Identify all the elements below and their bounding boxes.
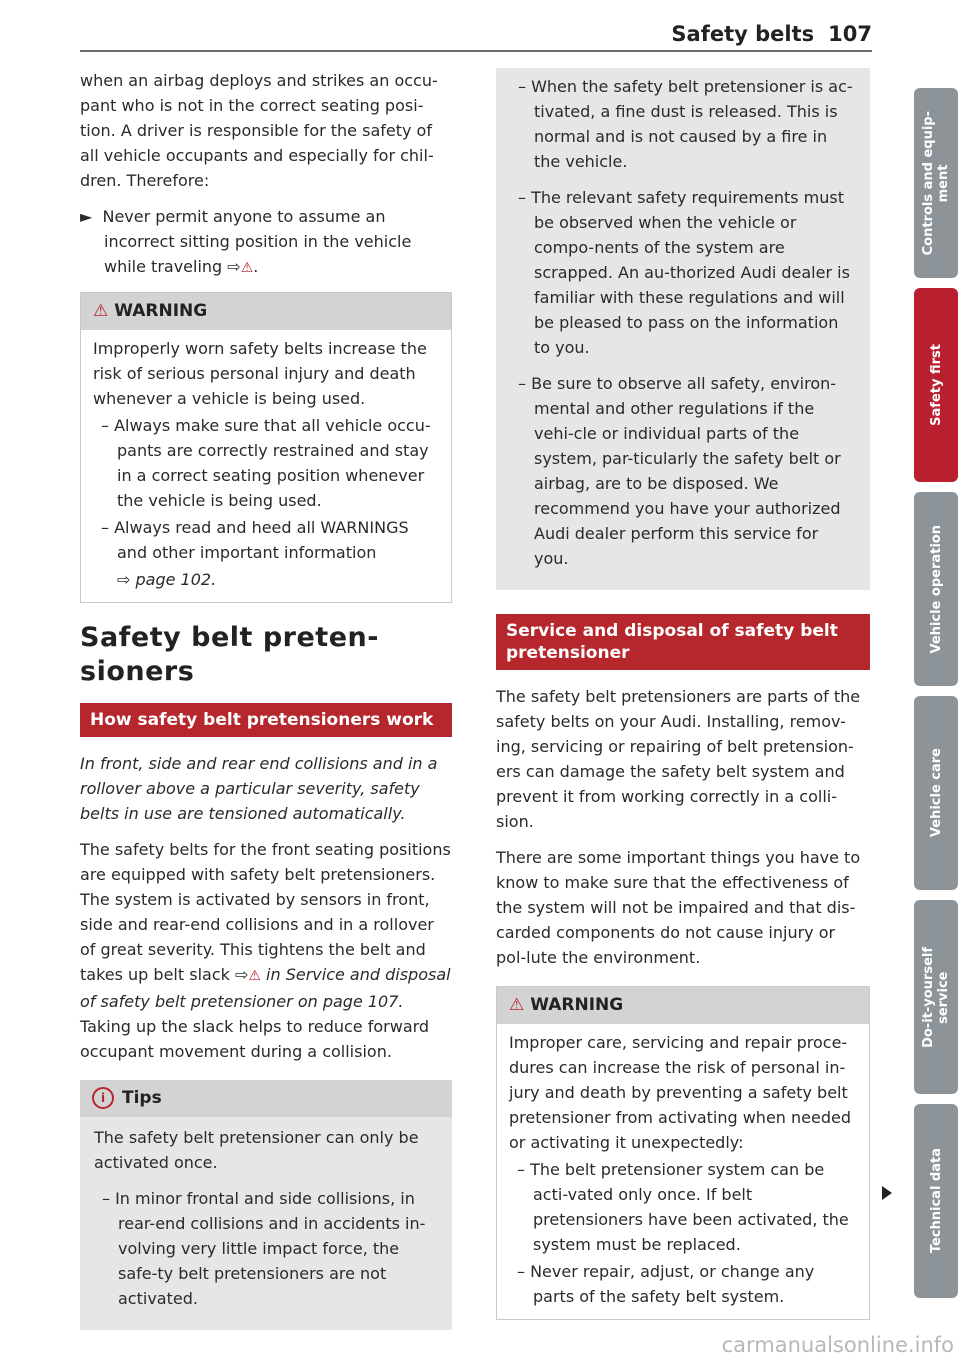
warning-body: [497, 1024, 869, 1319]
tab-technical-data[interactable]: [914, 1104, 958, 1298]
section-heading: Safety belt preten-sioners: [80, 622, 379, 687]
tab-label: Vehicle care: [928, 748, 944, 838]
warning-body: [81, 330, 451, 602]
tab-vehicle-care[interactable]: [914, 696, 958, 890]
tips-body: [80, 1117, 452, 1330]
tab-controls-and-equipment[interactable]: [914, 88, 958, 278]
tab-label: Controls and equip- ment: [921, 110, 951, 256]
warning-text: Improper care, servicing and repair proce-dures can increase the risk of personal in-jury and death by preventing a safety belt pretensioner from activating when needed or activating it unexpectedly:: [509, 1033, 851, 1152]
right-column: [496, 68, 870, 1338]
subsection-heading: How safety belt pretensioners work: [80, 703, 452, 737]
tips-title: Tips: [122, 1088, 162, 1108]
tab-label: Safety first: [928, 344, 944, 426]
tips-box: [80, 1080, 452, 1330]
header-rule: [80, 50, 872, 52]
warning-item: – Never repair, adjust, or change any parts of the safety belt system.: [517, 1262, 815, 1306]
header-section-title: Safety belts: [671, 22, 815, 46]
warning-item: – The belt pretensioner system can be acti-vated only once. If belt pretensioners have been activated, the system must be replaced.: [517, 1160, 849, 1254]
warning-box-1: [80, 292, 452, 603]
left-column: [80, 68, 452, 1348]
warning-header: [81, 293, 451, 330]
page-header: [671, 22, 872, 46]
tab-label: Technical data: [928, 1148, 944, 1254]
watermark: carmanualsonline.info: [721, 1333, 954, 1357]
warning-triangle-icon: ⚠: [93, 301, 109, 321]
continue-arrow-icon: [882, 1186, 892, 1200]
instruction-bullet: ► Never permit anyone to assume an incorrect sitting position in the vehicle while traveling ⇨⚠.: [80, 207, 412, 276]
tips-header: [80, 1080, 452, 1117]
bullet-marker: ►: [80, 207, 93, 226]
body-paragraph: There are some important things you have to know to make sure that the effectiveness of the system will not be impaired and that dis-carded components do not cause injury or pol-lute the environment.: [496, 848, 861, 967]
warning-item: – Always make sure that all vehicle occu-pants are correctly restrained and stay in a correct seating position whenever the vehicle is being used.: [101, 416, 431, 510]
info-icon: i: [92, 1087, 114, 1109]
warning-triangle-icon: ⚠: [509, 995, 525, 1015]
warning-triangle-icon: ⚠: [248, 968, 261, 984]
warning-triangle-icon: ⚠: [240, 260, 254, 276]
body-text: The safety belts for the front seating positions are equipped with safety belt pretensioners. The system is activated by sensors in front, side and rear-end collisions and in a rollover of great severity. This tightens the belt and takes up belt slack ⇨: [80, 840, 451, 984]
page-number: 107: [828, 22, 872, 46]
tab-do-it-yourself-service[interactable]: [914, 900, 958, 1094]
body-paragraph: [80, 837, 452, 1064]
continued-item: – When the safety belt pretensioner is ac-tivated, a fine dust is released. This is normal and is not caused by a fire in the vehicle.: [518, 77, 853, 171]
warning-title: WARNING: [114, 301, 208, 321]
continued-item: – The relevant safety requirements must be observed when the vehicle or compo-nents of the system are scrapped. An au-thorized Audi dealer is familiar with these regulations and will be pleased to pass on the information to you.: [518, 188, 850, 357]
tips-item: – In minor frontal and side collisions, in rear-end collisions and in accidents in-volving very little impact force, the safe-ty belt pretensioners are not activated.: [102, 1189, 426, 1308]
tab-label: Do-it-yourself service: [921, 946, 951, 1048]
warning-box-2: [496, 986, 870, 1320]
body-paragraph: The safety belt pretensioners are parts of the safety belts on your Audi. Installing, remov-ing, servicing or repairing of belt pretension-ers can damage the safety belt system and prevent it from working correctly in a colli-sion.: [496, 687, 861, 831]
tab-label: Vehicle operation: [928, 524, 944, 654]
intro-paragraph: when an airbag deploys and strikes an occu-pant who is not in the correct seating posi-tion. A driver is responsible for the safety of all vehicle occupants and especially for chil-dren. Therefore:: [80, 71, 438, 190]
warning-item: – Always read and heed all WARNINGS and other important information: [101, 518, 409, 562]
lead-paragraph: In front, side and rear end collisions and in a rollover above a particular severity, safety belts in use are tensioned automatically.: [80, 754, 438, 823]
warning-header: [497, 987, 869, 1024]
warning-continued-box: [496, 68, 870, 590]
warning-text: Improperly worn safety belts increase the risk of serious personal injury and death whenever a vehicle is being used.: [93, 339, 427, 408]
tab-vehicle-operation[interactable]: [914, 492, 958, 686]
subsection-heading: Service and disposal of safety belt pretensioner: [496, 614, 870, 670]
body-text: Taking up the slack helps to reduce forward occupant movement during a collision.: [80, 1017, 430, 1061]
tab-safety-first[interactable]: [914, 288, 958, 482]
page-reference-link[interactable]: ⇨ page 102.: [117, 570, 217, 589]
tips-text: The safety belt pretensioner can only be activated once.: [94, 1128, 419, 1172]
bullet-text: Never permit anyone to assume an incorrect sitting position in the vehicle while traveling ⇨: [102, 207, 412, 276]
continued-item: – Be sure to observe all safety, environ-mental and other regulations if the vehi-cle or individual parts of the system, par-ticularly the safety belt or airbag, are to be disposed. We recommend you have your authorized Audi dealer perform this service for you.: [518, 374, 841, 568]
cross-reference-link[interactable]: in Service and disposal of safety belt pretensioner on page 107.: [80, 965, 451, 1011]
warning-title: WARNING: [530, 995, 624, 1015]
